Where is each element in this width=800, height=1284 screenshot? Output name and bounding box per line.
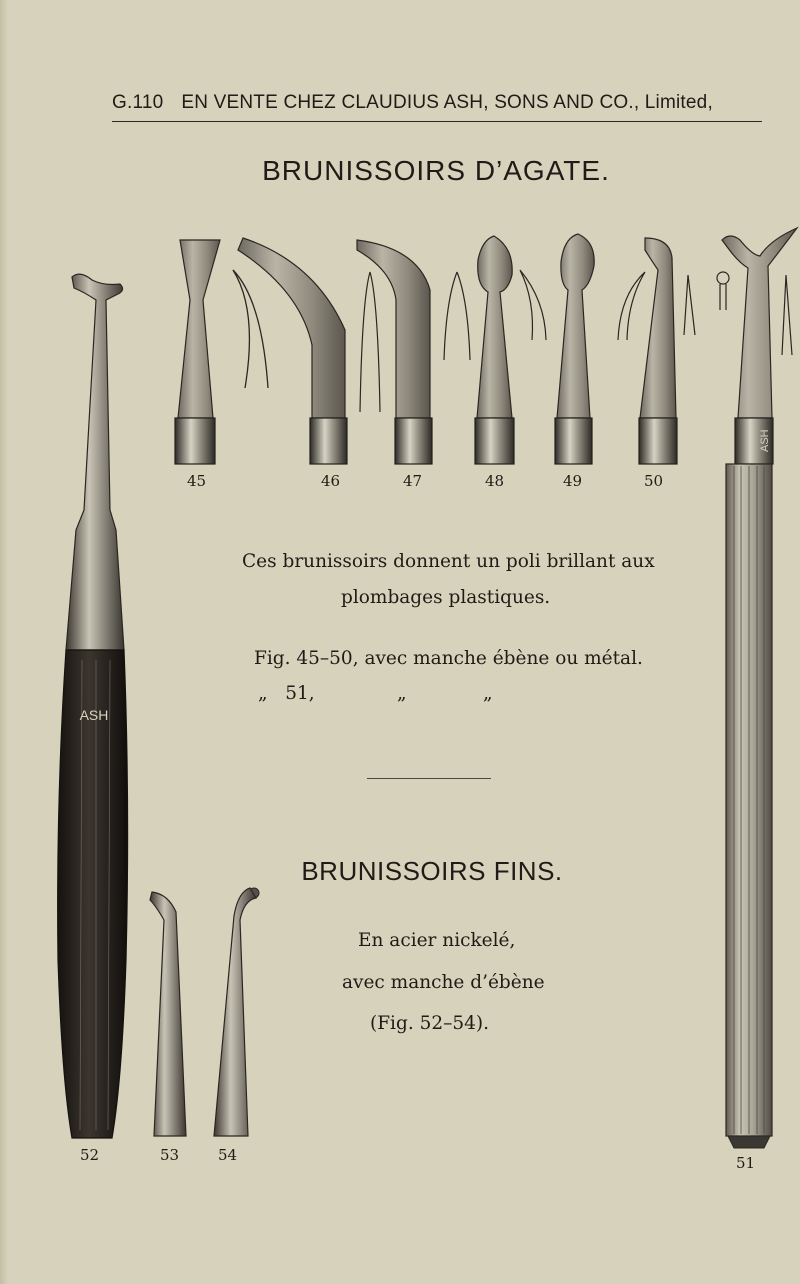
ash-mark-left: ASH [79,707,109,723]
fig-label-50: 50 [644,472,664,490]
fins-line1: En acier nickelé, [358,930,516,951]
instrument-54 [214,888,259,1136]
instrument-51 [722,228,797,1148]
fig-label-53: 53 [160,1146,180,1164]
agate-description-line2: plombages plastiques. [341,587,551,608]
fig-label-45: 45 [187,472,207,490]
section-title-fins: BRUNISSOIRS FINS. [301,856,563,886]
section-title-agate: BRUNISSOIRS D’AGATE. [262,155,610,186]
header-text: EN VENTE CHEZ CLAUDIUS ASH, SONS AND CO., Limited, [181,92,713,113]
fig-label-54: 54 [218,1146,238,1164]
fig-label-48: 48 [485,472,505,490]
ash-mark-right: ASH [759,429,771,452]
page-number: G.110 [112,92,164,113]
fig-label-51: 51 [736,1154,756,1172]
instrument-46 [238,238,380,464]
fins-line2: avec manche d’ébène [342,972,545,993]
fig-label-52: 52 [80,1146,100,1164]
fig-label-49: 49 [563,472,583,490]
instrument-50 [639,238,729,464]
fig-label-47: 47 [403,472,423,490]
section-divider [367,778,491,779]
instrument-53 [150,892,186,1136]
instrument-48 [475,236,546,464]
fins-line3: (Fig. 52–54). [370,1013,490,1034]
agate-fig-line2: „ 51, „ „ [258,683,493,704]
fig-label-46: 46 [321,472,341,490]
agate-fig-line1: Fig. 45–50, avec manche ébène ou métal. [254,648,643,669]
instrument-49 [555,234,645,464]
instrument-47 [357,240,470,464]
agate-description-line1: Ces brunissoirs donnent un poli brillant aux [242,551,655,572]
instrument-45 [175,240,268,464]
